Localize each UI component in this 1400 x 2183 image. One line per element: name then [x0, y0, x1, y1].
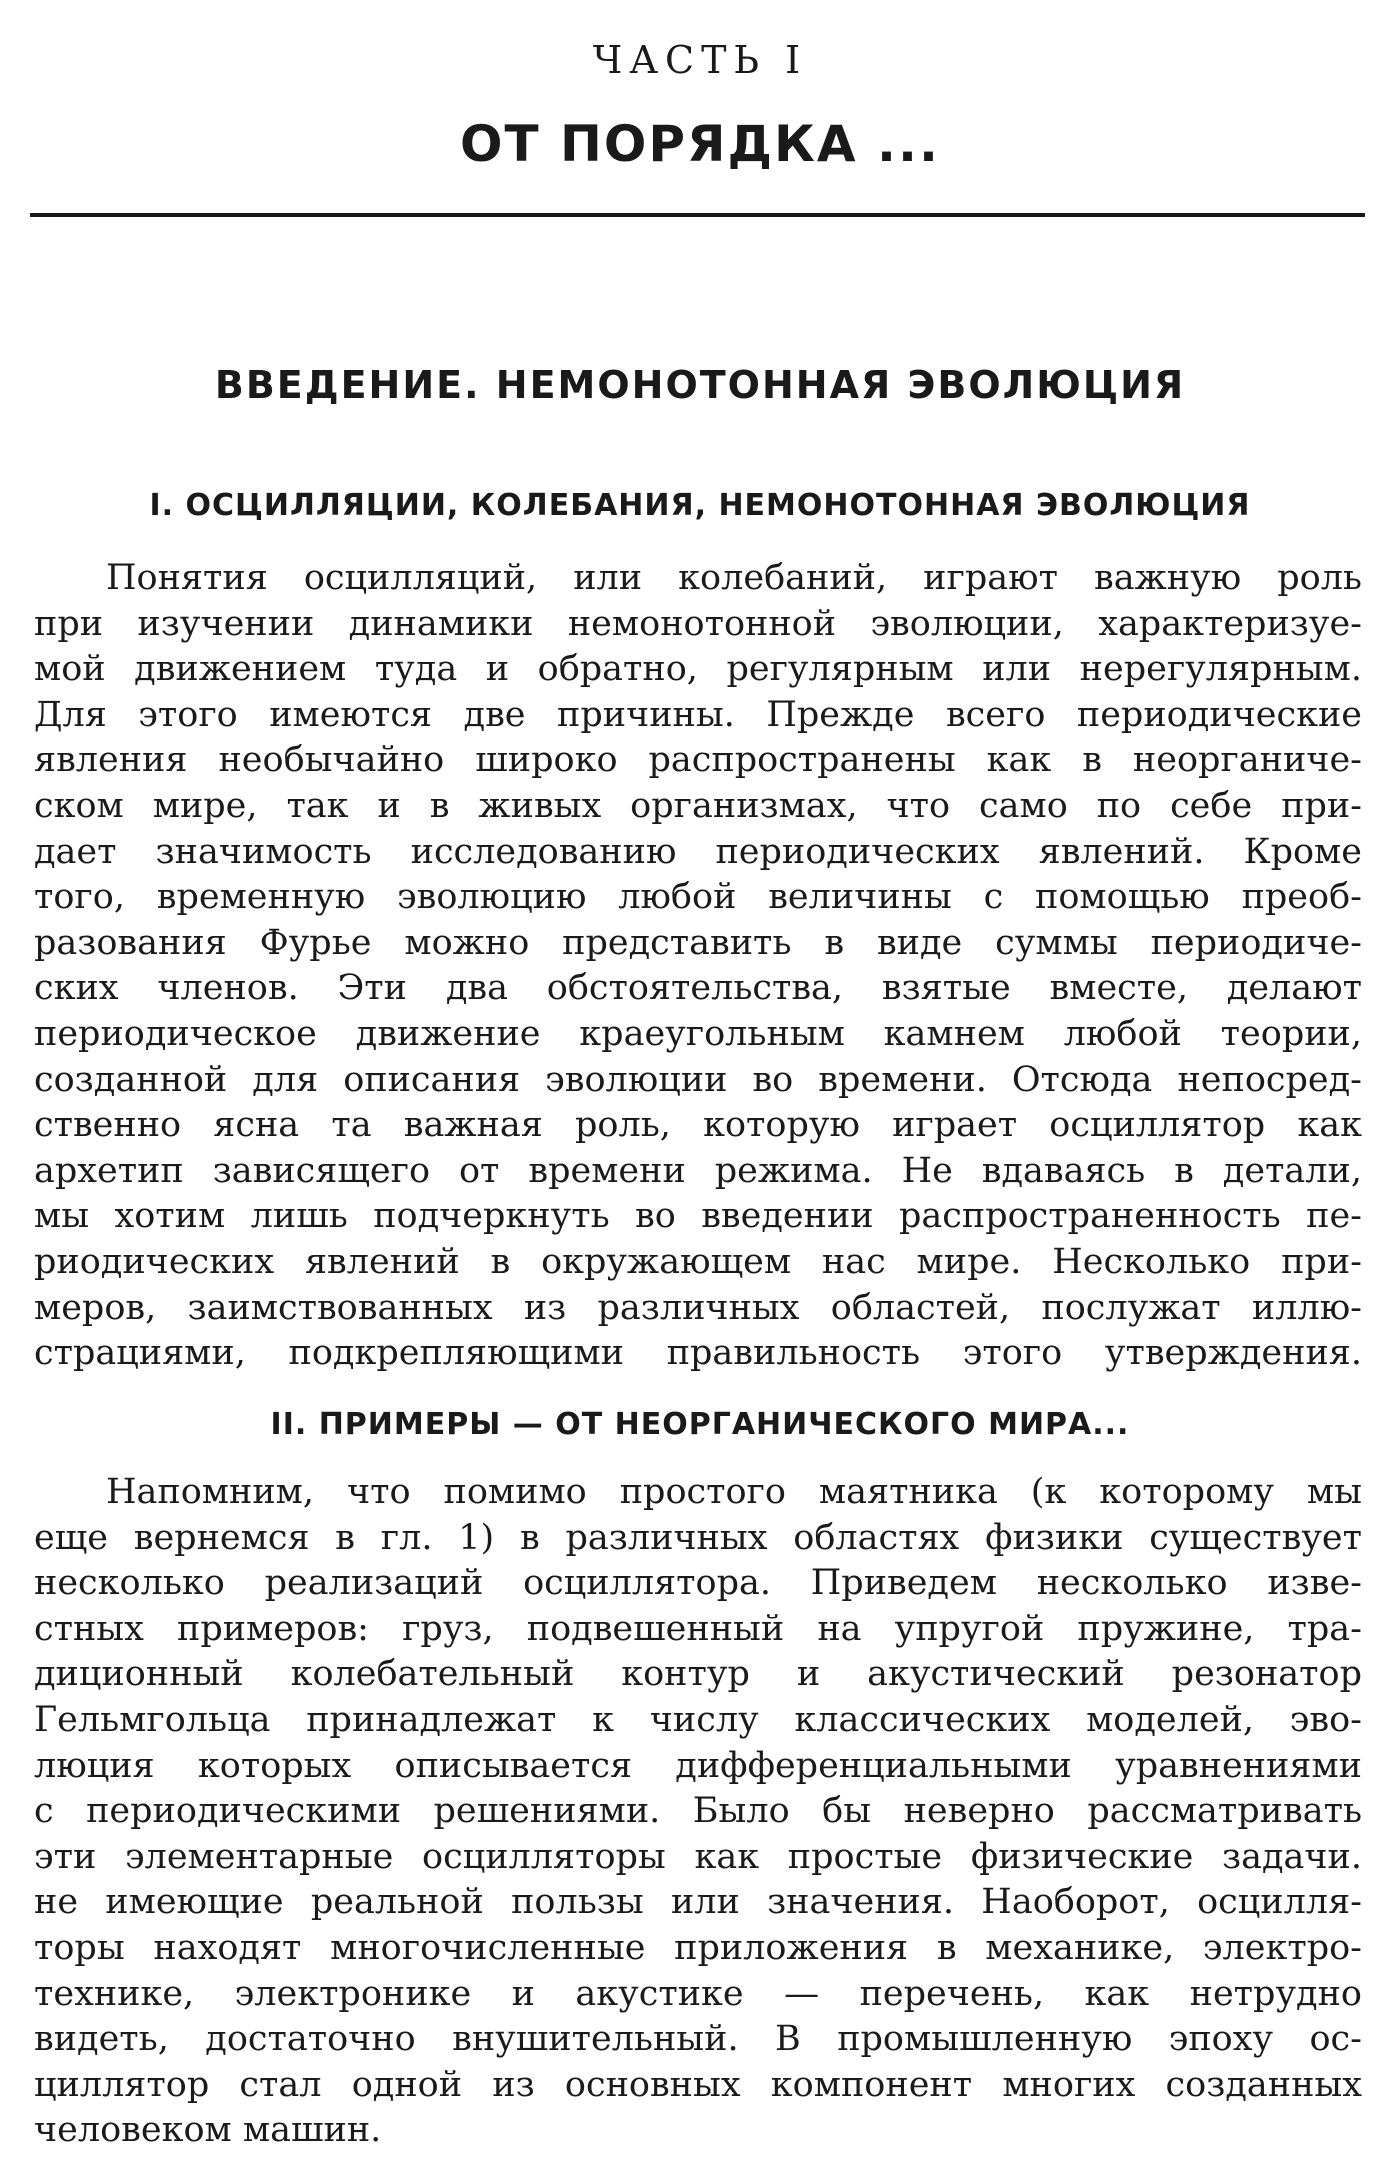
- text-line: ственно ясна та важная роль, которую играет осциллятор как: [34, 1105, 1362, 1146]
- text-line: ском мире, так и в живых организмах, что само по себе при-: [34, 785, 1362, 826]
- text-line: эти элементарные осцилляторы как простые физические задачи.: [34, 1836, 1362, 1877]
- text-line: технике, электронике и акустике — перечень, как нетрудно: [34, 1973, 1362, 2014]
- text-line: Гельмгольца принадлежат к числу классических моделей, эво-: [34, 1699, 1362, 1740]
- section-1-paragraph: [34, 556, 1362, 1377]
- text-line: страциями, подкрепляющими правильность этого утверждения.: [34, 1333, 1362, 1374]
- section-1-title: I. ОСЦИЛЛЯЦИИ, КОЛЕБАНИЯ, НЕМОНОТОННАЯ ЭВОЛЮЦИЯ: [149, 488, 1251, 523]
- section-2-paragraph: [34, 1470, 1362, 2154]
- text-line: циллятор стал одной из основных компонент многих созданных: [34, 2064, 1362, 2105]
- text-line: дает значимость исследованию периодических явлений. Кроме: [34, 831, 1362, 872]
- text-line: человеком машин.: [34, 2110, 382, 2151]
- text-line: Напомним, что помимо простого маятника (к которому мы: [106, 1472, 1362, 1512]
- text-line: мой движением туда и обратно, регулярным или нерегулярным.: [34, 649, 1362, 690]
- text-line: не имеющие реальной пользы или значения. Наоборот, осцилля-: [34, 1882, 1362, 1923]
- section-2-title: II. ПРИМЕРЫ — ОТ НЕОРГАНИЧЕСКОГО МИРА...: [270, 1407, 1130, 1442]
- text-line: несколько реализаций осциллятора. Приведем несколько изве-: [34, 1563, 1362, 1604]
- text-line: архетип зависящего от времени режима. Не вдаваясь в детали,: [34, 1150, 1362, 1191]
- part-label: ЧАСТЬ I: [592, 38, 808, 82]
- text-line: торы находят многочисленные приложения в механике, электро-: [34, 1927, 1362, 1968]
- text-line: с периодическими решениями. Было бы неверно рассматривать: [34, 1791, 1362, 1832]
- text-line: Понятия осцилляций, или колебаний, играют важную роль: [106, 558, 1362, 598]
- text-line: диционный колебательный контур и акустический резонатор: [34, 1654, 1362, 1695]
- part-title: ОТ ПОРЯДКА ...: [459, 115, 940, 173]
- text-line: созданной для описания эволюции во времени. Отсюда непосред-: [34, 1059, 1362, 1100]
- text-line: того, временную эволюцию любой величины с помощью преоб-: [34, 877, 1362, 918]
- text-line: мы хотим лишь подчеркнуть во введении распространенность пе-: [34, 1196, 1362, 1237]
- header-divider: [30, 213, 1365, 217]
- text-line: разования Фурье можно представить в виде суммы периодиче-: [34, 922, 1362, 963]
- text-line: явления необычайно широко распространены как в неорганиче-: [34, 740, 1362, 781]
- text-line: Для этого имеются две причины. Прежде всего периодические: [34, 694, 1362, 735]
- text-line: меров, заимствованных из различных областей, послужат иллю-: [34, 1287, 1362, 1328]
- text-line: стных примеров: груз, подвешенный на упругой пружине, тра-: [34, 1608, 1362, 1649]
- text-line: люция которых описывается дифференциальными уравнениями: [34, 1745, 1362, 1786]
- chapter-title: ВВЕДЕНИЕ. НЕМОНОТОННАЯ ЭВОЛЮЦИЯ: [214, 363, 1186, 407]
- text-line: при изучении динамики немонотонной эволюции, характеризуе-: [34, 603, 1362, 644]
- text-line: видеть, достаточно внушительный. В промышленную эпоху ос-: [34, 2019, 1362, 2060]
- text-line: ских членов. Эти два обстоятельства, взятые вместе, делают: [34, 968, 1362, 1009]
- text-line: периодическое движение краеугольным камнем любой теории,: [34, 1013, 1362, 1054]
- text-line: риодических явлений в окружающем нас мире. Несколько при-: [34, 1241, 1362, 1282]
- text-line: еще вернемся в гл. 1) в различных областях физики существует: [34, 1517, 1362, 1558]
